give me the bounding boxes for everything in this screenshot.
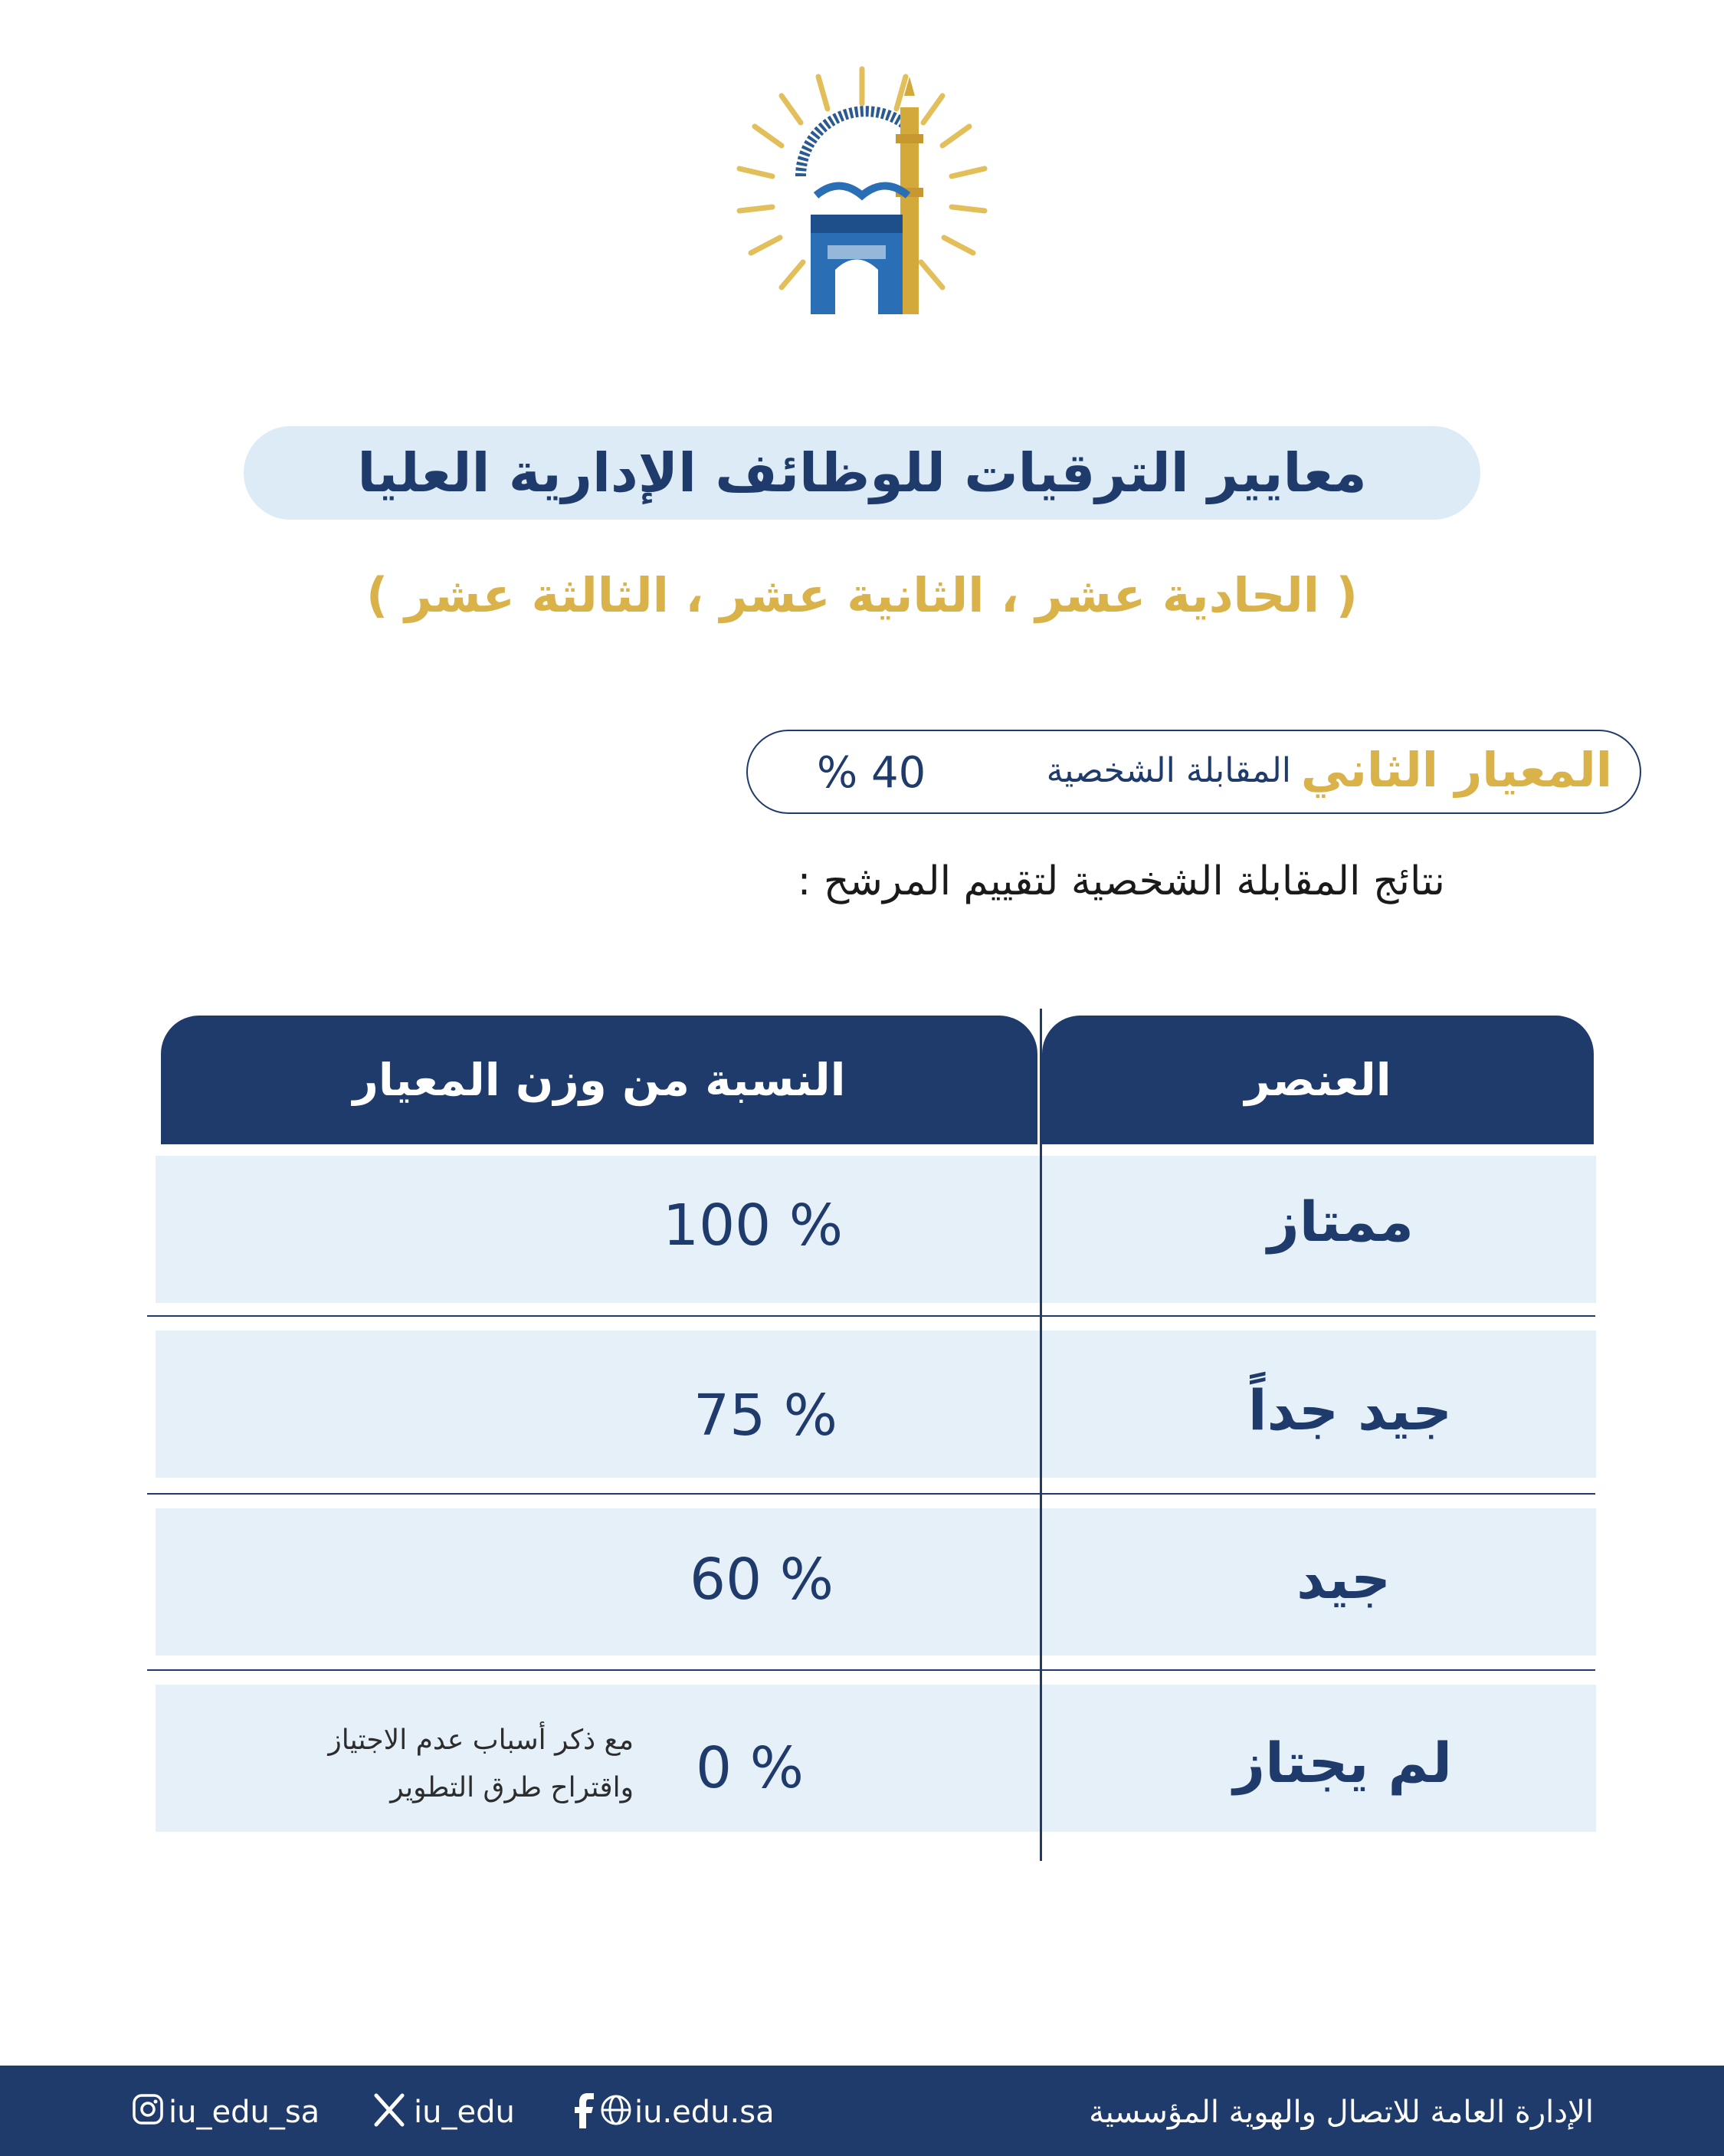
- header-percent-label: النسبة من وزن المعيار: [352, 1054, 846, 1106]
- criterion-percent: 40 %: [817, 748, 926, 798]
- row-percent: 60 %: [690, 1547, 834, 1613]
- globe-icon[interactable]: [599, 2093, 633, 2127]
- instagram-icon[interactable]: [132, 2093, 164, 2125]
- footer-x-handle[interactable]: iu_edu: [414, 2095, 515, 2130]
- row-divider: [147, 1493, 1595, 1495]
- header-percent: [161, 1016, 1037, 1144]
- row-divider: [147, 1669, 1595, 1671]
- row-element: ممتاز: [1267, 1190, 1414, 1254]
- row-percent: 75 %: [693, 1383, 837, 1449]
- page-subtitle: ( الحادية عشر ، الثانية عشر ، الثالثة عشر ): [366, 567, 1358, 623]
- footer-website[interactable]: iu.edu.sa: [634, 2095, 775, 2130]
- university-logo: [728, 61, 996, 330]
- facebook-icon[interactable]: [573, 2093, 598, 2128]
- row-percent: 100 %: [663, 1193, 844, 1258]
- page-title: معايير الترقيات للوظائف الإدارية العليا: [357, 441, 1367, 504]
- criterion-pill: [746, 730, 1641, 814]
- row-divider: [147, 1315, 1595, 1317]
- row-element: جيد: [1296, 1547, 1391, 1611]
- footer-bar: [0, 2066, 1724, 2156]
- row-note-line2: واقتراح طرق التطوير: [390, 1772, 634, 1803]
- criterion-description: المقابلة الشخصية: [1046, 751, 1291, 790]
- column-divider: [1040, 1009, 1042, 1861]
- x-icon[interactable]: [374, 2093, 405, 2127]
- title-banner: [244, 426, 1480, 520]
- row-element: لم يجتاز: [1233, 1731, 1452, 1795]
- footer-department: الإدارة العامة للاتصال والهوية المؤسسية: [1089, 2095, 1594, 2130]
- criterion-name: المعيار الثاني: [1300, 742, 1612, 798]
- row-percent: 0 %: [696, 1735, 804, 1801]
- intro-text: نتائج المقابلة الشخصية لتقييم المرشح :: [797, 858, 1445, 904]
- row-element: جيد جداً: [1247, 1378, 1452, 1442]
- footer-instagram[interactable]: iu_edu_sa: [169, 2095, 320, 2130]
- header-element-label: العنصر: [1244, 1054, 1391, 1106]
- row-note-line1: مع ذكر أسباب عدم الاجتياز: [328, 1724, 634, 1756]
- header-element: [1042, 1016, 1594, 1144]
